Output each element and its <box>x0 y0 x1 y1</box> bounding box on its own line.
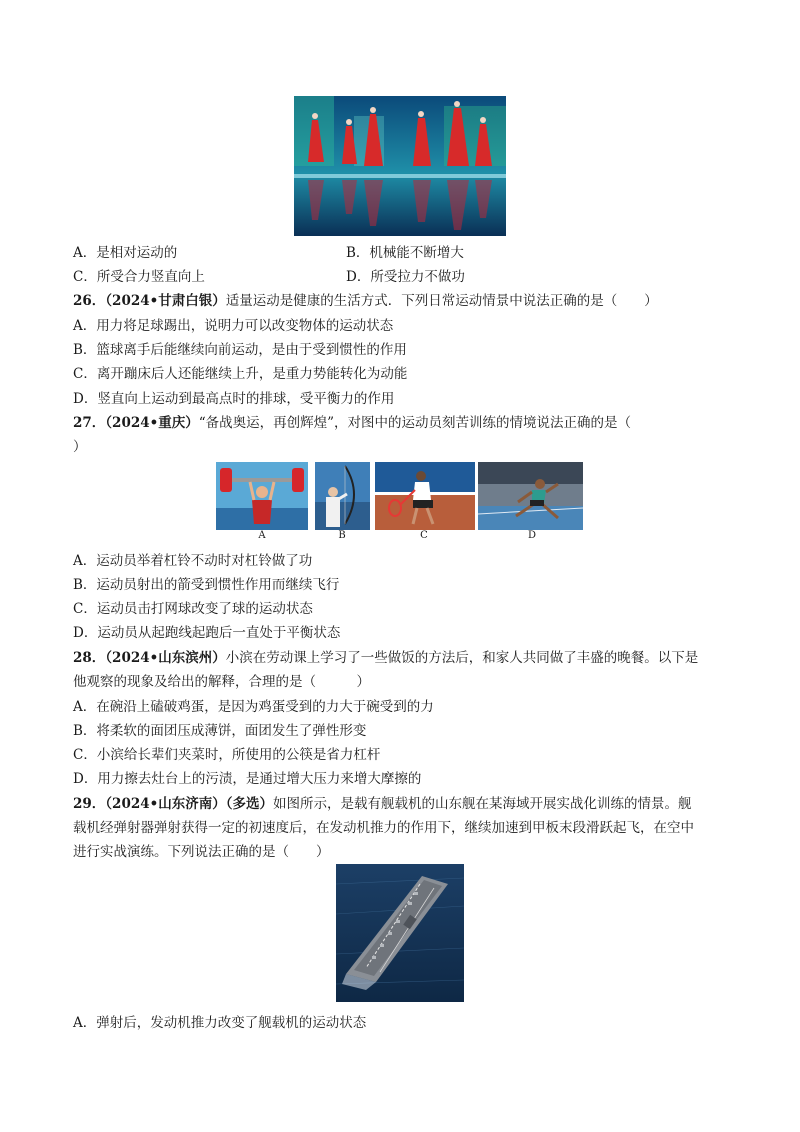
q28-stem <box>73 648 698 668</box>
aircraft-carrier-photo <box>336 864 464 1002</box>
q26-option-a: A．用力将足球踢出，说明力可以改变物体的运动状态 <box>73 318 394 334</box>
q27-caption-c: C <box>420 530 428 541</box>
q29-text-1: 如图所示，是载有舰载机的山东舰在某海域开展实战化训练的情景。舰 <box>273 796 692 812</box>
q27-stem-2: ） <box>73 439 87 455</box>
q26-stem <box>73 291 658 311</box>
sprinter-photo <box>478 462 583 530</box>
q28-stem-2: 他观察的现象及给出的解释，合理的是（ ） <box>73 674 370 690</box>
q29-source: （2024•山东济南）（多选） <box>105 796 273 812</box>
q27-option-b: B．运动员射出的箭受到惯性作用而继续飞行 <box>73 577 340 593</box>
q27-text-1: “备战奥运，再创辉煌”，对图中的运动员刻苦训练的情境说法正确的是（ <box>198 415 632 431</box>
q26-option-b: B．篮球离手后能继续向前运动，是由于受到惯性的作用 <box>73 342 407 358</box>
q25-option-b: B．机械能不断增大 <box>346 245 464 261</box>
q28-option-b: B．将柔软的面团压成薄饼，面团发生了弹性形变 <box>73 723 367 739</box>
tennis-player-photo <box>375 462 475 530</box>
q28-text-1: 小滨在劳动课上学习了一些做饭的方法后，和家人共同做了丰盛的晚餐。以下是 <box>225 650 699 666</box>
q27-option-c: C．运动员击打网球改变了球的运动状态 <box>73 601 313 617</box>
q29-stem-3: 进行实战演练。下列说法正确的是（ ） <box>73 844 330 860</box>
q29-number: 29． <box>73 796 106 812</box>
q27-caption-b: B <box>338 530 346 541</box>
q26-option-d: D．竖直向上运动到最高点时的排球，受平衡力的作用 <box>73 391 395 407</box>
q27-number: 27． <box>73 415 106 431</box>
q27-option-a: A．运动员举着杠铃不动时对杠铃做了功 <box>73 553 313 569</box>
q26-text: 适量运动是健康的生活方式．下列日常运动情景中说法正确的是（ ） <box>225 293 658 309</box>
q26-number: 26． <box>73 293 106 309</box>
q27-caption-d: D <box>527 530 537 541</box>
weightlifter-photo <box>216 462 308 530</box>
q29-stem-2: 载机经弹射器弹射获得一定的初速度后，在发动机推力的作用下，继续加速到甲板末段滑跃起飞，在空中 <box>73 820 694 836</box>
q25-option-d: D．所受拉力不做功 <box>346 269 465 285</box>
q26-option-c: C．离开蹦床后人还能继续上升，是重力势能转化为动能 <box>73 366 408 382</box>
q28-option-c: C．小滨给长辈们夹菜时，所使用的公筷是省力杠杆 <box>73 747 381 763</box>
q28-number: 28． <box>73 650 106 666</box>
q29-option-a: A．弹射后，发动机推力改变了舰载机的运动状态 <box>73 1015 367 1031</box>
q28-option-a: A．在碗沿上磕破鸡蛋，是因为鸡蛋受到的力大于碗受到的力 <box>73 699 434 715</box>
q29-stem <box>73 794 692 814</box>
q28-option-d: D．用力擦去灶台上的污渍，是通过增大压力来增大摩擦的 <box>73 771 422 787</box>
q27-source: （2024•重庆） <box>105 415 199 431</box>
q27-caption-a: A <box>258 530 266 541</box>
q25-option-a: A．是相对运动的 <box>73 245 178 261</box>
q27-option-d: D．运动员从起跑线起跑后一直处于平衡状态 <box>73 625 341 641</box>
archer-photo <box>315 462 370 530</box>
q25-option-c: C．所受合力竖直向上 <box>73 269 205 285</box>
q28-source: （2024•山东滨州） <box>105 650 226 666</box>
q27-stem <box>73 413 631 433</box>
q26-source: （2024•甘肃白银） <box>105 293 226 309</box>
dancers-photo <box>294 96 506 236</box>
